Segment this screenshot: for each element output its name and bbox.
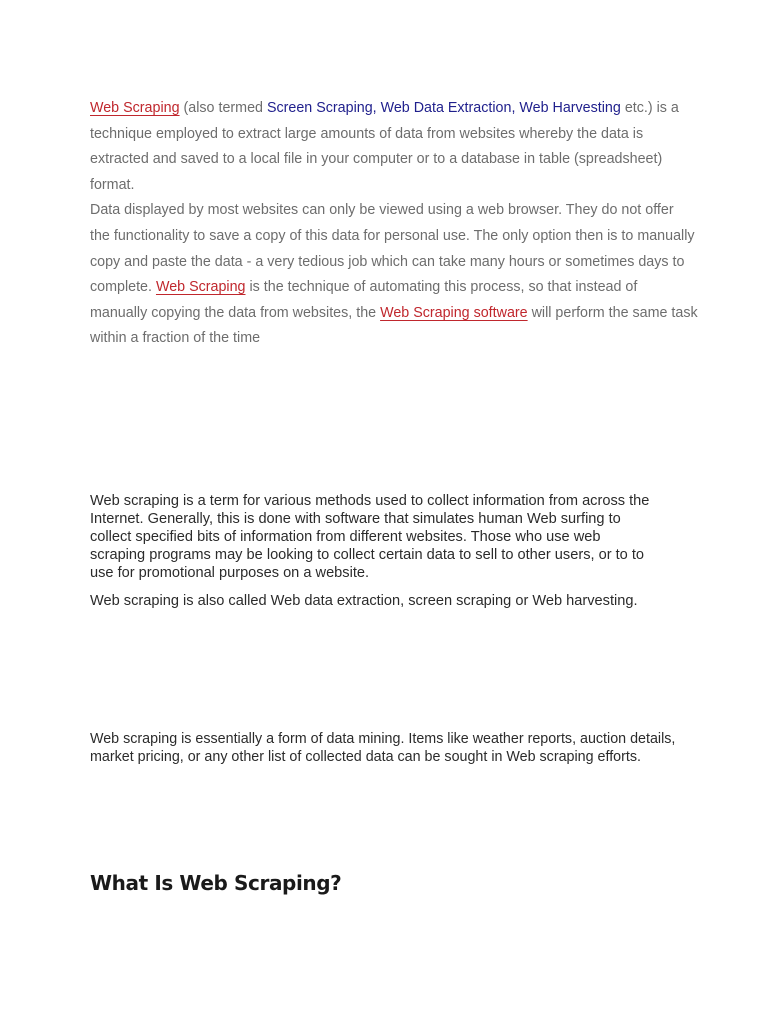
web-scraping-software-link[interactable]: Web Scraping software [380,304,528,321]
intro-line: technique employed to extract large amounts of data from websites whereby the data is [90,125,644,142]
intro-line: extracted and saved to a local file in your computer or to a database in table (spreadsheet) [90,151,663,168]
intro-paragraph [90,96,698,352]
data-mining-line: market pricing, or any other list of collected data can be sought in Web scraping efforts. [90,748,641,765]
web-scraping-link[interactable]: Web Scraping [90,100,180,116]
intro-line: within a fraction of the time [90,330,261,347]
intro-line [90,96,690,122]
intro-line [90,301,698,327]
intro-line: the functionality to save a copy of this data for personal use. The only option then is to manually [90,227,695,244]
definition-line: Internet. Generally, this is done with software that simulates human Web surfing to [90,510,621,527]
definition-line: use for promotional purposes on a website. [90,564,370,581]
definition-line: collect specified bits of information from different websites. Those who use web [90,528,601,545]
intro-line [90,275,690,301]
definition-line: scraping programs may be looking to collect certain data to sell to other users, or to to [90,546,645,563]
intro-text: manually copying the data from websites, the [90,304,381,321]
intro-line: Data displayed by most websites can only be viewed using a web browser. They do not offer [90,202,674,219]
intro-text: complete. [90,279,156,296]
intro-text: is the technique of automating this process, so that instead of [245,279,638,296]
intro-line: copy and paste the data - a very tedious job which can take many hours or sometimes days to [90,253,685,270]
data-mining-line: Web scraping is essentially a form of data mining. Items like weather reports, auction details, [90,731,676,747]
intro-text: etc.) is a [620,100,679,116]
web-scraping-link[interactable]: Web Scraping [155,279,246,296]
section-heading: What Is Web Scraping? [90,871,342,895]
alias-paragraph: Web scraping is also called Web data extraction, screen scraping or Web harvesting. [90,593,638,609]
intro-line: format. [90,176,135,193]
intro-text: will perform the same task [527,304,698,321]
definition-paragraph [90,493,690,583]
synonyms-text: Screen Scraping, Web Data Extraction, Web Harvesting [266,100,621,116]
intro-text: (also termed [179,100,267,116]
definition-line: Web scraping is a term for various methods used to collect information from across the [90,493,650,509]
data-mining-paragraph [90,731,690,766]
